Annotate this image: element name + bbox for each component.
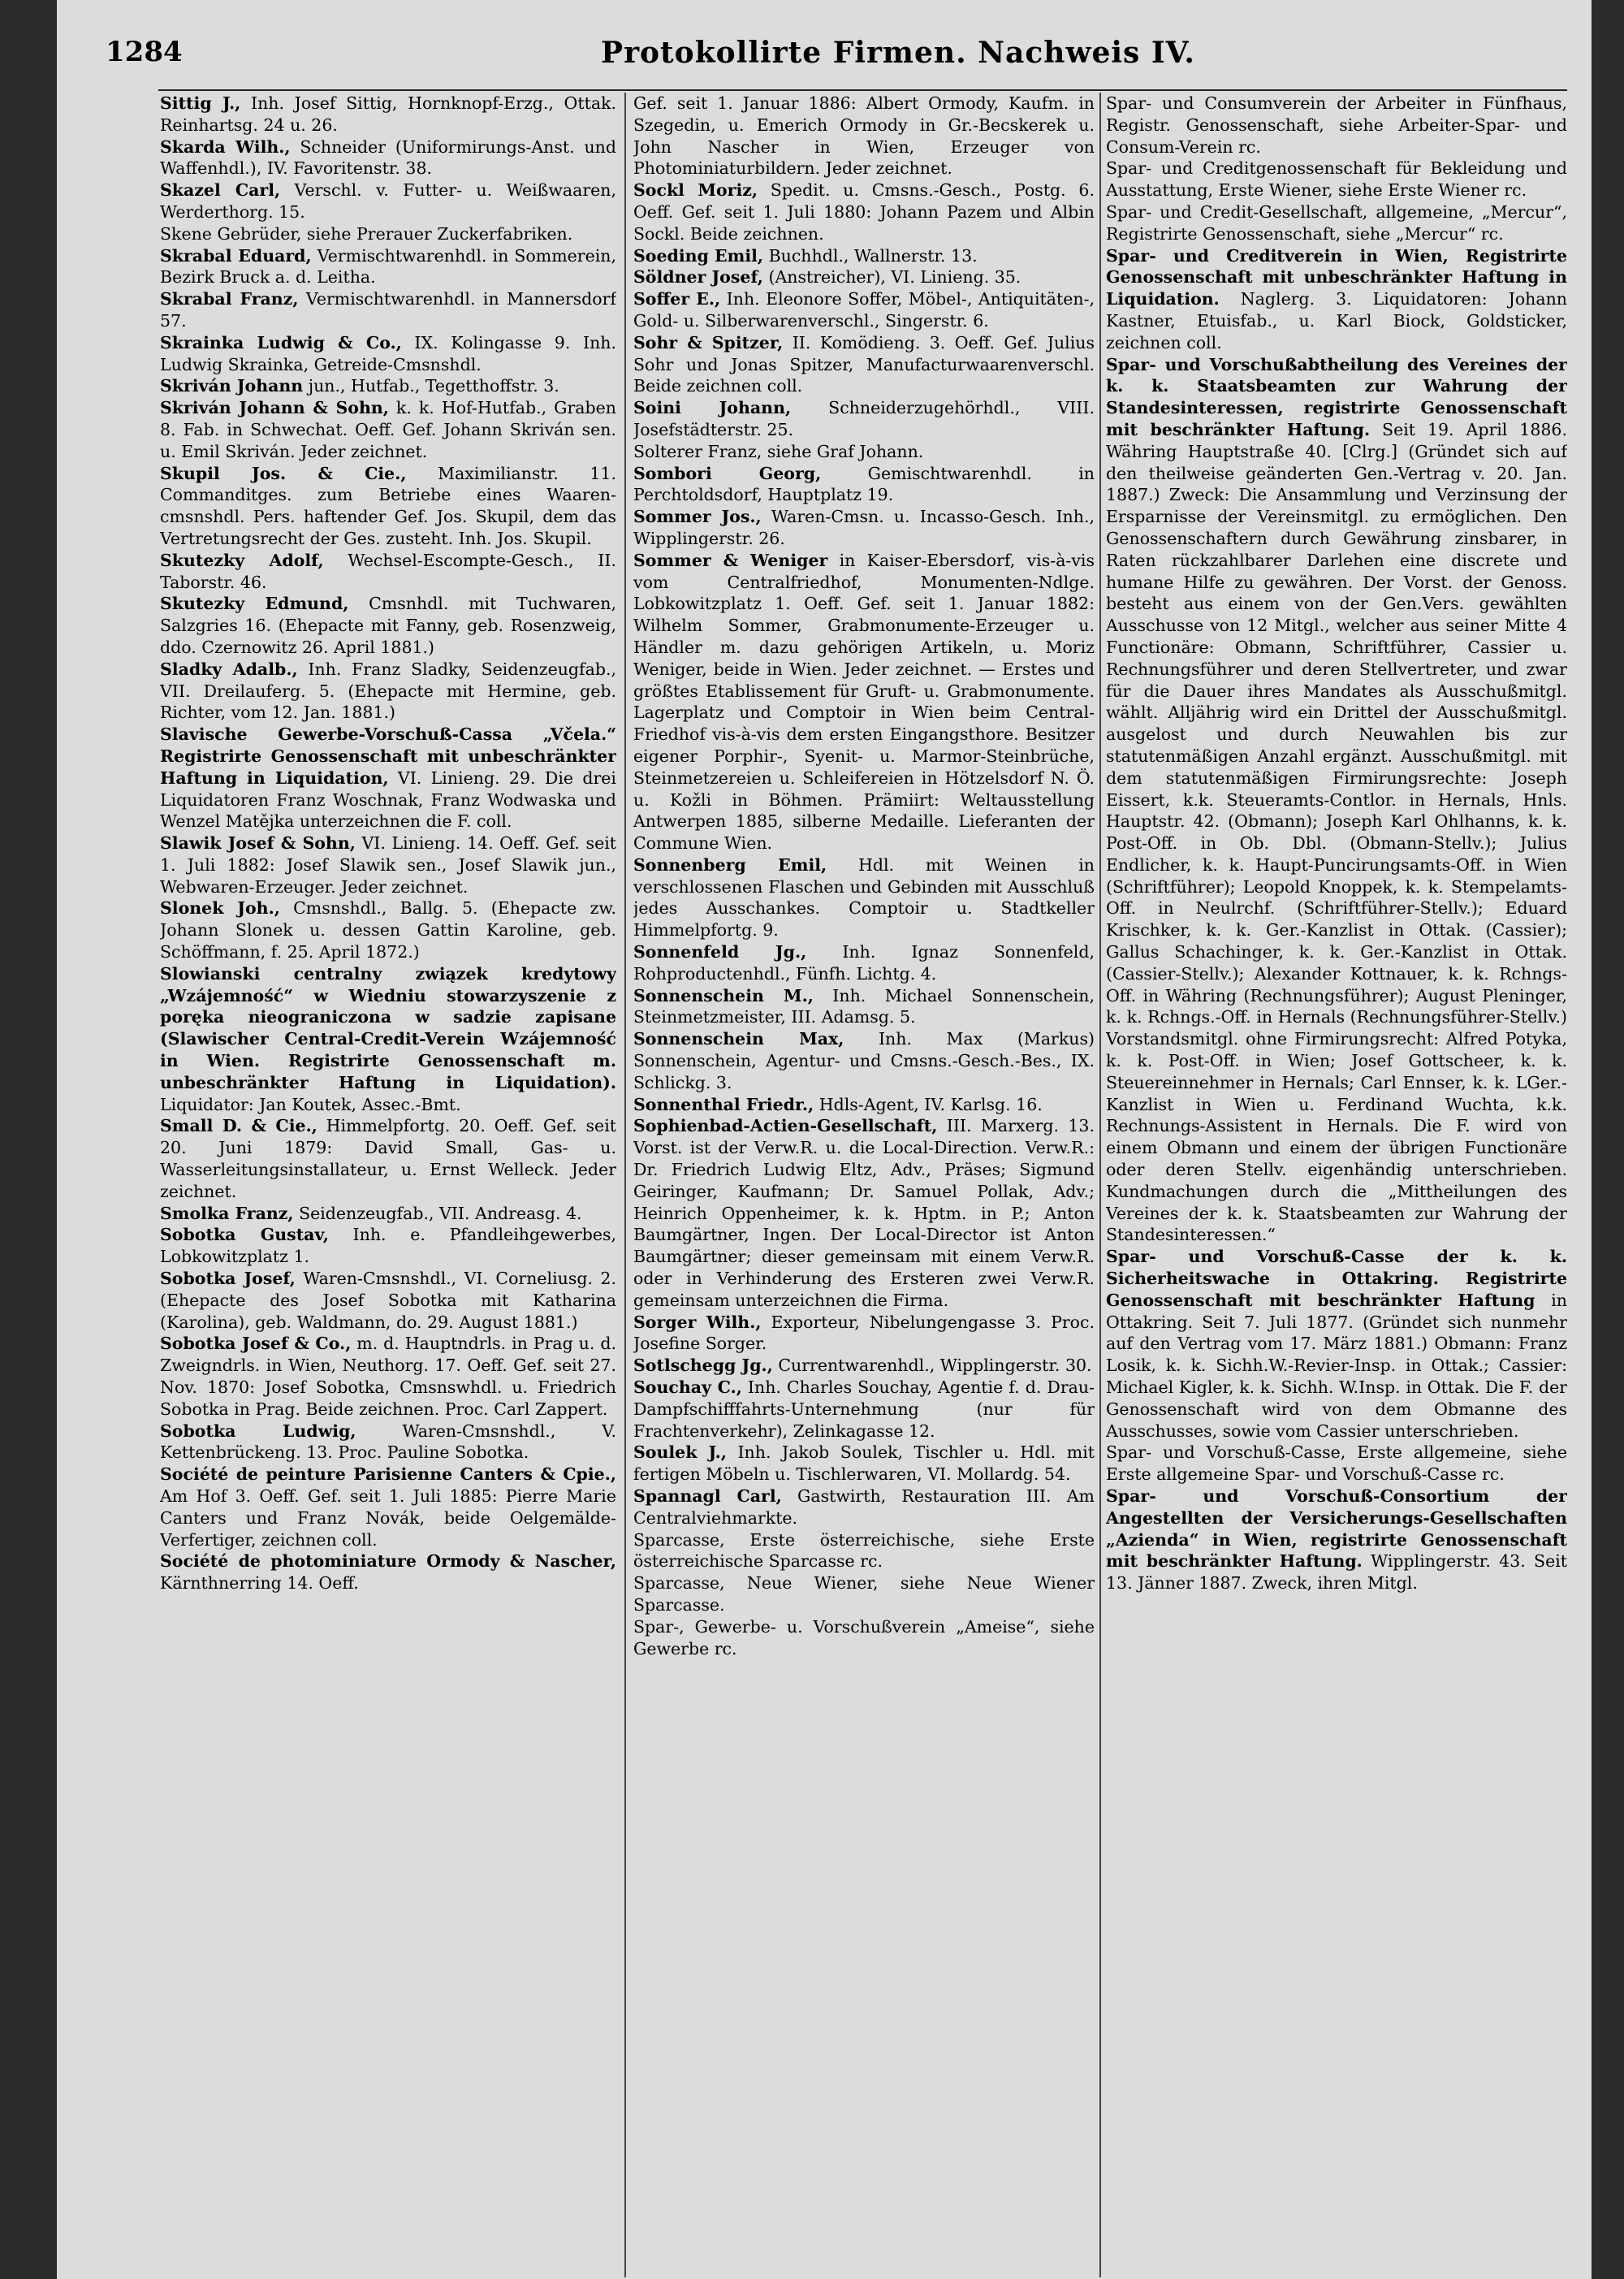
entry-text: (Anstreicher), VI. Linieng. 35. [762, 267, 1021, 288]
directory-entry [1106, 93, 1567, 158]
directory-entry [633, 93, 1095, 179]
column-2 [633, 93, 1095, 2277]
page-number: 1284 [106, 36, 183, 68]
firm-name: Smolka Franz, [160, 1203, 294, 1223]
entry-text: Spar- und Credit-Gesellschaft, allgemeine, „Mercur“, Registrirte Genossenschaft, siehe „Mercur“ rc. [1106, 201, 1567, 244]
entry-text: Kärnthnerring 14. Oeff. [160, 1573, 359, 1594]
entry-text: Sparcasse, Neue Wiener, siehe Neue Wiener Sparcasse. [633, 1573, 1095, 1615]
directory-entry [633, 266, 1095, 288]
firm-name: Skupil Jos. & Cie., [160, 463, 407, 483]
entry-text: Gef. seit 1. Januar 1886: Albert Ormody, Kaufm. in Szegedin, u. Emerich Ormody in Gr.-Becskerek u. John Nascher in Wien, Erzeuger von Photominiaturbildern. Jeder zeichnet. [633, 93, 1095, 179]
entry-text: m. d. Hauptndrls. in Prag u. d. Zweigndrls. in Wien, Neuthorg. 17. Oeff. Gef. seit 27. Nov. 1870: Josef Sobotka, Cmsnswhdl. u. Friedrich Sobotka in Prag. Beide zeichnen. Proc. Carl Zappert. [160, 1334, 616, 1419]
directory-entry [633, 941, 1095, 985]
entry-text: Solterer Franz, siehe Graf Johann. [633, 441, 924, 461]
firm-name: Sombori Georg, [633, 463, 822, 483]
firm-name: Soulek J., [633, 1442, 727, 1463]
column-1 [160, 93, 616, 2277]
directory-entry [1106, 354, 1567, 1247]
entry-text: Inh. Eleonore Soffer, Möbel-, Antiquitäten-, Gold- u. Silberwarenverschl., Singerstr. 6. [633, 289, 1095, 331]
directory-entry [160, 1421, 616, 1464]
firm-name: Sonnenschein Max, [633, 1029, 844, 1049]
firm-name: Skriván Johann [160, 376, 304, 396]
directory-entry [160, 832, 616, 897]
directory-entry [633, 1312, 1095, 1356]
directory-entry [633, 854, 1095, 941]
directory-entry [633, 506, 1095, 550]
entry-text: Inh. Josef Sittig, Hornknopf-Erzg., Ottak. Reinhartsg. 24 u. 26. [160, 93, 616, 135]
entry-text: Waren-Cmsn. u. Incasso-Gesch. Inh., Wipplingerstr. 26. [633, 507, 1095, 548]
directory-entry [160, 245, 616, 289]
entry-text: Cmsnhdl. mit Tuchwaren, Salzgries 16. (Ehepacte mit Fanny, geb. Rosenzweig, ddo. Czernowitz 26. April 1881.) [160, 594, 616, 657]
entry-text: Seidenzeugfab., VII. Andreasg. 4. [293, 1203, 582, 1223]
firm-name: Souchay C., [633, 1377, 742, 1398]
firm-name: Sommer & Weniger [633, 550, 828, 570]
directory-entry [633, 1529, 1095, 1573]
firm-name: Sobotka Ludwig, [160, 1421, 356, 1441]
directory-entry [160, 550, 616, 594]
directory-entry [633, 1094, 1095, 1116]
directory-entry [160, 93, 616, 136]
directory-entry [160, 288, 616, 332]
firm-name: Skarda Wilh., [160, 136, 291, 157]
directory-entry [633, 1377, 1095, 1442]
directory-entry [160, 1224, 616, 1268]
directory-entry [1106, 1246, 1567, 1442]
entry-text: Inh. Ignaz Sonnenfeld, Rohproductenhdl., Fünfh. Lichtg. 4. [633, 942, 1095, 984]
entry-text: VI. Linieng. 29. Die drei Liquidatoren Franz Woschnak, Franz Wodwaska und Wenzel Matějka unterzeichnen die F. coll. [160, 768, 616, 832]
entry-text: Spedit. u. Cmsns.-Gesch., Postg. 6. Oeff. Gef. seit 1. Juli 1880: Johann Pazem und Albin Sockl. Beide zeichnen. [633, 180, 1095, 244]
entry-text: Hdl. mit Weinen in verschlossenen Flaschen und Gebinden mit Ausschluß jedes Ausschankes. Comptoir u. Stadtkeller Himmelpfortg. 9. [633, 854, 1095, 941]
entry-text: Naglerg. 3. Liquidatoren: Johann Kastner, Etuisfab., u. Karl Biock, Goldsticker, zeichnen coll. [1106, 289, 1567, 352]
scan-edge-left [0, 0, 57, 2279]
directory-entry [633, 1485, 1095, 1529]
firm-name: Société de peinture Parisienne Canters & Cpie., [160, 1464, 616, 1485]
directory-entry [633, 985, 1095, 1029]
firm-name: Slavische Gewerbe-Vorschuß-Cassa „Včela.“ Registrirte Genossenschaft mit unbeschränkter Haftung in Liquidation, [160, 724, 616, 788]
firm-name: Sittig J., [160, 93, 241, 113]
entry-text: Spar- und Creditgenossenschaft für Bekleidung und Ausstattung, Erste Wiener, siehe Erste Wiener rc. [1106, 158, 1567, 201]
firm-name: Slonek Joh., [160, 898, 280, 919]
entry-text: jun., Hutfab., Tegetthoffstr. 3. [303, 376, 559, 396]
directory-entry [633, 463, 1095, 507]
firm-name: Sonnenthal Friedr., [633, 1094, 814, 1114]
page-header [106, 36, 1583, 76]
entry-text: Inh. Max (Markus) Sonnenschein, Agentur- und Cmsns.-Gesch.-Bes., IX. Schlickg. 3. [633, 1029, 1095, 1092]
firm-name: Sommer Jos., [633, 507, 762, 527]
entry-text: in Ottakring. Seit 7. Juli 1877. (Gründet sich nunmehr auf den Vertrag vom 17. März 1881.) Obmann: Franz Losik, k. k. Sichh.W.-Revier-Insp. in Ottak.; Cassier: Michael Kigler, k. k. Sichh. W.Insp. in Ottak. Die F. der Genossenschaft wird von dem Obmanne des Ausschusses, sowie vom Cassier unterschrieben. [1106, 1290, 1567, 1441]
firm-name: Sohr & Spitzer, [633, 332, 784, 352]
directory-entry [160, 963, 616, 1116]
entry-text: Am Hof 3. Oeff. Gef. seit 1. Juli 1885: Pierre Marie Canters und Franz Novák, beide Oelgemälde-Verfertiger, zeichnen coll. [160, 1486, 616, 1550]
firm-name: Soffer E., [633, 289, 721, 309]
firm-name: Skrabal Eduard, [160, 245, 312, 266]
firm-name: Sobotka Josef, [160, 1269, 296, 1289]
firm-name: Söldner Josef, [633, 267, 763, 288]
directory-entry [1106, 1485, 1567, 1594]
directory-entry [160, 1464, 616, 1550]
firm-name: Skutezky Edmund, [160, 594, 349, 614]
firm-name: Sockl Moriz, [633, 180, 758, 201]
directory-entry [160, 1268, 616, 1333]
directory-entry [633, 179, 1095, 244]
column-3 [1106, 93, 1567, 2277]
entry-text: II. Komödieng. 3. Oeff. Gef. Julius Sohr und Jonas Spitzer, Manufacturwaarenverschl. Beide zeichnen coll. [633, 332, 1095, 396]
firm-name: Sobotka Josef & Co., [160, 1334, 352, 1354]
entry-text: IX. Kolingasse 9. Inh. Ludwig Skrainka, Getreide-Cmsnshdl. [160, 332, 616, 374]
entry-text: VI. Linieng. 14. Oeff. Gef. seit 1. Juli 1882: Josef Slawik sen., Josef Slawik jun., Webwaren-Erzeuger. Jeder zeichnet. [160, 833, 616, 897]
firm-name: Skazel Carl, [160, 180, 281, 201]
entry-text: Inh. e. Pfandleihgewerbes, Lobkowitzplatz 1. [160, 1225, 616, 1267]
directory-entry [633, 288, 1095, 332]
directory-entry [633, 1355, 1095, 1377]
firm-name: Small D. & Cie., [160, 1116, 317, 1136]
entry-text: Seit 19. April 1886. Währing Hauptstraße 40. [Clrg.] (Gründet sich auf den theilweise geänderten Gen.-Vertrag v. 20. Jan. 1887.) Zweck: Die Ansammlung und Verzinsung der Ersparnisse der Vereinsmitgl. zu ermöglichen. Den Genossenschaftern durch Gewährung zinsbarer, in Raten rückzahlbarer Darlehen eine discrete und humane Hilfe zu gewähren. Der Vorst. der Genoss. besteht aus einem von der Gen.Vers. gewählten Ausschusse von 12 Mitgl., welcher aus seiner Mitte 4 Functionäre: Obmann, Schriftführer, Cassier u. Rechnungsführer und deren Stellvertreter, und zwar für die Dauer ihres Mandates als Ausschußmitgl. wählt. Alljährig wird ein Drittel der Ausschußmitgl. ausgelost und durch Neuwahlen bis zur statutenmäßigen Anzahl ergänzt. Ausschußmitgl. mit dem statutenmäßigen Firmirungsrechte: Joseph Eissert, k.k. Steueramts-Contlor. in Hernals, Hnls. Hauptstr. 42. (Obmann); Joseph Karl Ohlhanns, k. k. Post-Off. in Ob. Dbl. (Obmann-Stellv.); Julius Endlicher, k. k. Haupt-Puncirungsamts-Off. in Wien (Schriftführer); Leopold Knoppek, k. k. Stempelamts-Off. in Neulrchf. (Schriftführer-Stellv.); Eduard Krischker, k. k. Ger.-Kanzlist in Ottak. (Cassier); Gallus Schachinger, k. k. Ger.-Kanzlist in Ottak. (Cassier-Stellv.); Alexander Kottnauer, k. k. Rchngs-Off. in Währing (Rechnungsführer); August Pleninger, k. k. Rchngs.-Off. in Hernals (Rechnungsführer-Stellv.) Vorstandsmitgl. ohne Firmirungsrecht: Alfred Potyka, k. k. Post-Off. in Wien; Josef Gottscheer, k. k. Steuereinnehmer in Hernals; Carl Ennser, k. k. LGer.-Kanzlist in Wien u. Ferdinand Wuchta, k.k. Rechnungs-Assistent in Hernals. Die F. wird von einem Obmann und einem der übrigen Functionäre oder deren Stellv. eigenhändig unterschrieben. Kundmachungen durch die „Mittheilungen des Vereines der k. k. Staatsbeamten zur Wahrung der Standesinteressen.“ [1106, 419, 1567, 1245]
firm-name: Slowianski centralny związek kredytowy „Wzájemność“ w Wiedniu stowarzyszenie z poręka nieograniczona w sadzie zapisane (Slawischer Central-Credit-Verein Wzájemność in Wien. Registrirte Genossenschaft m. unbeschränkter Haftung in Liquidation). [160, 963, 616, 1092]
entry-text: Spar- und Consumverein der Arbeiter in Fünfhaus, Registr. Genossenschaft, siehe Arbeiter-Spar- und Consum-Verein rc. [1106, 93, 1567, 157]
entry-text: Sparcasse, Erste österreichische, siehe Erste österreichische Sparcasse rc. [633, 1529, 1095, 1572]
entry-text: Inh. Michael Sonnenschein, Steinmetzmeister, III. Adamsg. 5. [633, 985, 1095, 1027]
firm-name: Skrabal Franz, [160, 289, 299, 309]
firm-name: Sophienbad-Actien-Gesellschaft, [633, 1116, 938, 1136]
entry-text: Verschl. v. Futter- u. Weißwaaren, Werderthorg. 15. [160, 180, 616, 222]
entry-text: Vermischtwarenhdl. in Mannersdorf 57. [160, 289, 616, 331]
entry-text: Spar- und Vorschuß-Casse, Erste allgemeine, siehe Erste allgemeine Spar- und Vorschuß-Casse rc. [1106, 1442, 1567, 1485]
header-rule [158, 89, 1567, 91]
entry-text: Liquidator: Jan Koutek, Assec.-Bmt. [160, 1094, 461, 1114]
firm-name: Spannagl Carl, [633, 1486, 782, 1506]
firm-name: Sladky Adalb., [160, 659, 298, 679]
entry-text: Inh. Franz Sladky, Seidenzeugfab., VII. Dreilauferg. 5. (Ehepacte mit Hermine, geb. Richter, vom 12. Jan. 1881.) [160, 659, 616, 723]
directory-entry [160, 179, 616, 223]
firm-name: Soeding Emil, [633, 245, 764, 266]
firm-name: Spar- und Vorschuß-Consortium der Angestellten der Versicherungs-Gesellschaften „Azienda“ in Wien, registrirte Genossenschaft mit beschränkter Haftung. [1106, 1486, 1567, 1572]
entry-text: k. k. Hof-Hutfab., Graben 8. Fab. in Schwechat. Oeff. Gef. Johann Skriván sen. u. Emil Skriván. Jeder zeichnet. [160, 398, 616, 461]
entry-text: Skene Gebrüder, siehe Prerauer Zuckerfabriken. [160, 223, 573, 244]
directory-entry [160, 463, 616, 550]
entry-text: Buchhdl., Wallnerstr. 13. [763, 245, 978, 266]
entry-text: Waren-Cmsnshdl., V. Kettenbrückeng. 13. Proc. Pauline Sobotka. [160, 1421, 616, 1463]
entry-text: Vermischtwarenhdl. in Sommerein, Bezirk Bruck a. d. Leitha. [160, 245, 616, 288]
directory-entry [633, 1616, 1095, 1660]
entry-text: Waren-Cmsnshdl., VI. Corneliusg. 2. (Ehepacte des Josef Sobotka mit Katharina (Karolina), geb. Waldmann, do. 29. August 1881.) [160, 1269, 616, 1332]
firm-name: Société de photominiature Ormody & Nascher, [160, 1551, 616, 1572]
firm-name: Soini Johann, [633, 398, 792, 418]
directory-entry [160, 1333, 616, 1420]
entry-text: Currentwarenhdl., Wipplingerstr. 30. [772, 1356, 1092, 1376]
entry-text: Inh. Jakob Soulek, Tischler u. Hdl. mit fertigen Möbeln u. Tischlerwaren, VI. Mollardg. 54. [633, 1442, 1095, 1485]
entry-text: Wechsel-Escompte-Gesch., II. Taborstr. 46. [160, 550, 616, 592]
entry-text: Gastwirth, Restauration III. Am Centralviehmarkte. [633, 1486, 1095, 1528]
entry-text: Spar-, Gewerbe- u. Vorschußverein „Ameise“, siehe Gewerbe rc. [633, 1616, 1095, 1658]
firm-name: Sobotka Gustav, [160, 1225, 329, 1245]
directory-entry [1106, 158, 1567, 201]
entry-text: Maximilianstr. 11. Commanditges. zum Betriebe eines Waaren-cmsnshdl. Pers. haftender Gef. Jos. Skupil, dem das Vertretungsrecht der Ges. zusteht. Inh. Jos. Skupil. [160, 463, 616, 548]
directory-entry [633, 1442, 1095, 1485]
entry-text: Himmelpfortg. 20. Oeff. Gef. seit 20. Juni 1879: David Small, Gas- u. Wasserleitungsinstallateur, u. Ernst Welleck. Jeder zeichnet. [160, 1116, 616, 1201]
directory-entry [160, 593, 616, 658]
entry-text: Schneiderzugehörhdl., VIII. Josefstädterstr. 25. [633, 398, 1095, 439]
directory-entry [160, 1550, 616, 1594]
directory-entry [633, 441, 1095, 463]
directory-entry [1106, 201, 1567, 245]
firm-name: Skrainka Ludwig & Co., [160, 332, 402, 352]
directory-entry [633, 245, 1095, 267]
directory-entry [1106, 245, 1567, 354]
entry-text: Gemischtwarenhdl. in Perchtoldsdorf, Hauptplatz 19. [633, 463, 1095, 505]
firm-name: Spar- und Creditverein in Wien, Registrirte Genossenschaft mit unbeschränkter Haftung in Liquidation. [1106, 245, 1567, 309]
directory-entry [160, 724, 616, 832]
directory-entry [160, 1115, 616, 1202]
column-divider [624, 93, 626, 2277]
entry-text: Exporteur, Nibelungengasse 3. Proc. Josefine Sorger. [633, 1312, 1095, 1354]
firm-name: Sonnenberg Emil, [633, 854, 827, 875]
firm-name: Skriván Johann & Sohn, [160, 398, 389, 418]
directory-entry [633, 397, 1095, 441]
firm-name: Skutezky Adolf, [160, 550, 324, 570]
entry-text: in Kaiser-Ebersdorf, vis-à-vis vom Centralfriedhof, Monumenten-Ndlge. Lobkowitzplatz 1. Oeff. Gef. seit 1. Januar 1882: Wilhelm Sommer, Grabmonumente-Erzeuger u. Händler m. dazu gehörigen Artikeln, u. Moriz Weniger, beide in Wien. Jeder zeichnet. — Erstes und größtes Etablissement für Gruft- u. Grabmonumente. Lagerplatz und Comptoir in Wien beim Central-Friedhof vis-à-vis dem ersten Eingangsthore. Besitzer eigener Porphir-, Syenit- u. Marmor-Steinbrüche, Steinmetzereien u. Schleifereien in Hötzelsdorf N. Ö. u. Kožli in Böhmen. Prämiirt: Weltausstellung Antwerpen 1885, silberne Medaille. Lieferanten der Commune Wien. [633, 550, 1095, 854]
column-divider [1099, 93, 1101, 2277]
entry-text: Wipplingerstr. 43. Seit 13. Jänner 1887. Zweck, ihren Mitgl. [1106, 1551, 1567, 1594]
entry-text: Schneider (Uniformirungs-Anst. und Waffenhdl.), IV. Favoritenstr. 38. [160, 136, 616, 179]
directory-entry [160, 375, 616, 397]
directory-entry [633, 332, 1095, 397]
directory-entry [160, 897, 616, 962]
directory-entry [160, 332, 616, 376]
directory-entry [633, 1115, 1095, 1311]
firm-name: Sorger Wilh., [633, 1312, 762, 1332]
directory-entry [633, 1572, 1095, 1616]
running-title: Protokollirte Firmen. Nachweis IV. [601, 36, 1195, 70]
directory-entry [1106, 1442, 1567, 1485]
directory-entry [160, 136, 616, 180]
firm-name: Sotlschegg Jg., [633, 1356, 773, 1376]
entry-text: Cmsnshdl., Ballg. 5. (Ehepacte zw. Johann Slonek u. dessen Gattin Karoline, geb. Schöffmann, f. 25. April 1872.) [160, 898, 616, 962]
firm-name: Sonnenfeld Jg., [633, 942, 807, 962]
firm-name: Sonnenschein M., [633, 985, 814, 1005]
firm-name: Spar- und Vorschuß-Casse der k. k. Sicherheitswache in Ottakring. Registrirte Genossenschaft mit beschränkter Haftung [1106, 1247, 1567, 1310]
directory-entry [633, 1028, 1095, 1093]
directory-entry [160, 223, 616, 245]
directory-entry [160, 397, 616, 462]
entry-text: Hdls-Agent, IV. Karlsg. 16. [814, 1094, 1043, 1114]
entry-text: Inh. Charles Souchay, Agentie f. d. Drau-Dampfschifffahrts-Unternehmung (nur für Frachtenverkehr), Zelinkagasse 12. [633, 1377, 1095, 1441]
directory-entry [160, 1203, 616, 1225]
firm-name: Slawik Josef & Sohn, [160, 833, 356, 854]
scan-edge-right [1592, 0, 1624, 2279]
directory-entry [633, 550, 1095, 854]
firm-name: Spar- und Vorschußabtheilung des Vereines der k. k. Staatsbeamten zur Wahrung der Standesinteressen, registrirte Genossenschaft mit beschränkter Haftung. [1106, 354, 1567, 439]
entry-text: III. Marxerg. 13. Vorst. ist der Verw.R. u. die Local-Direction. Verw.R.: Dr. Friedrich Ludwig Eltz, Adv., Präses; Sigmund Geiringer, Kaufmann; Dr. Samuel Pollak, Adv.; Heinrich Oppenheimer, k. k. Hptm. in P.; Anton Baumgärtner, Ingen. Der Local-Director ist Anton Baumgärtner; dieser gemeinsam mit einem Verw.R. oder in Verhinderung des Ersteren zwei Verw.R. gemeinsam unterzeichnen die Firma. [633, 1116, 1095, 1310]
directory-entry [160, 659, 616, 724]
